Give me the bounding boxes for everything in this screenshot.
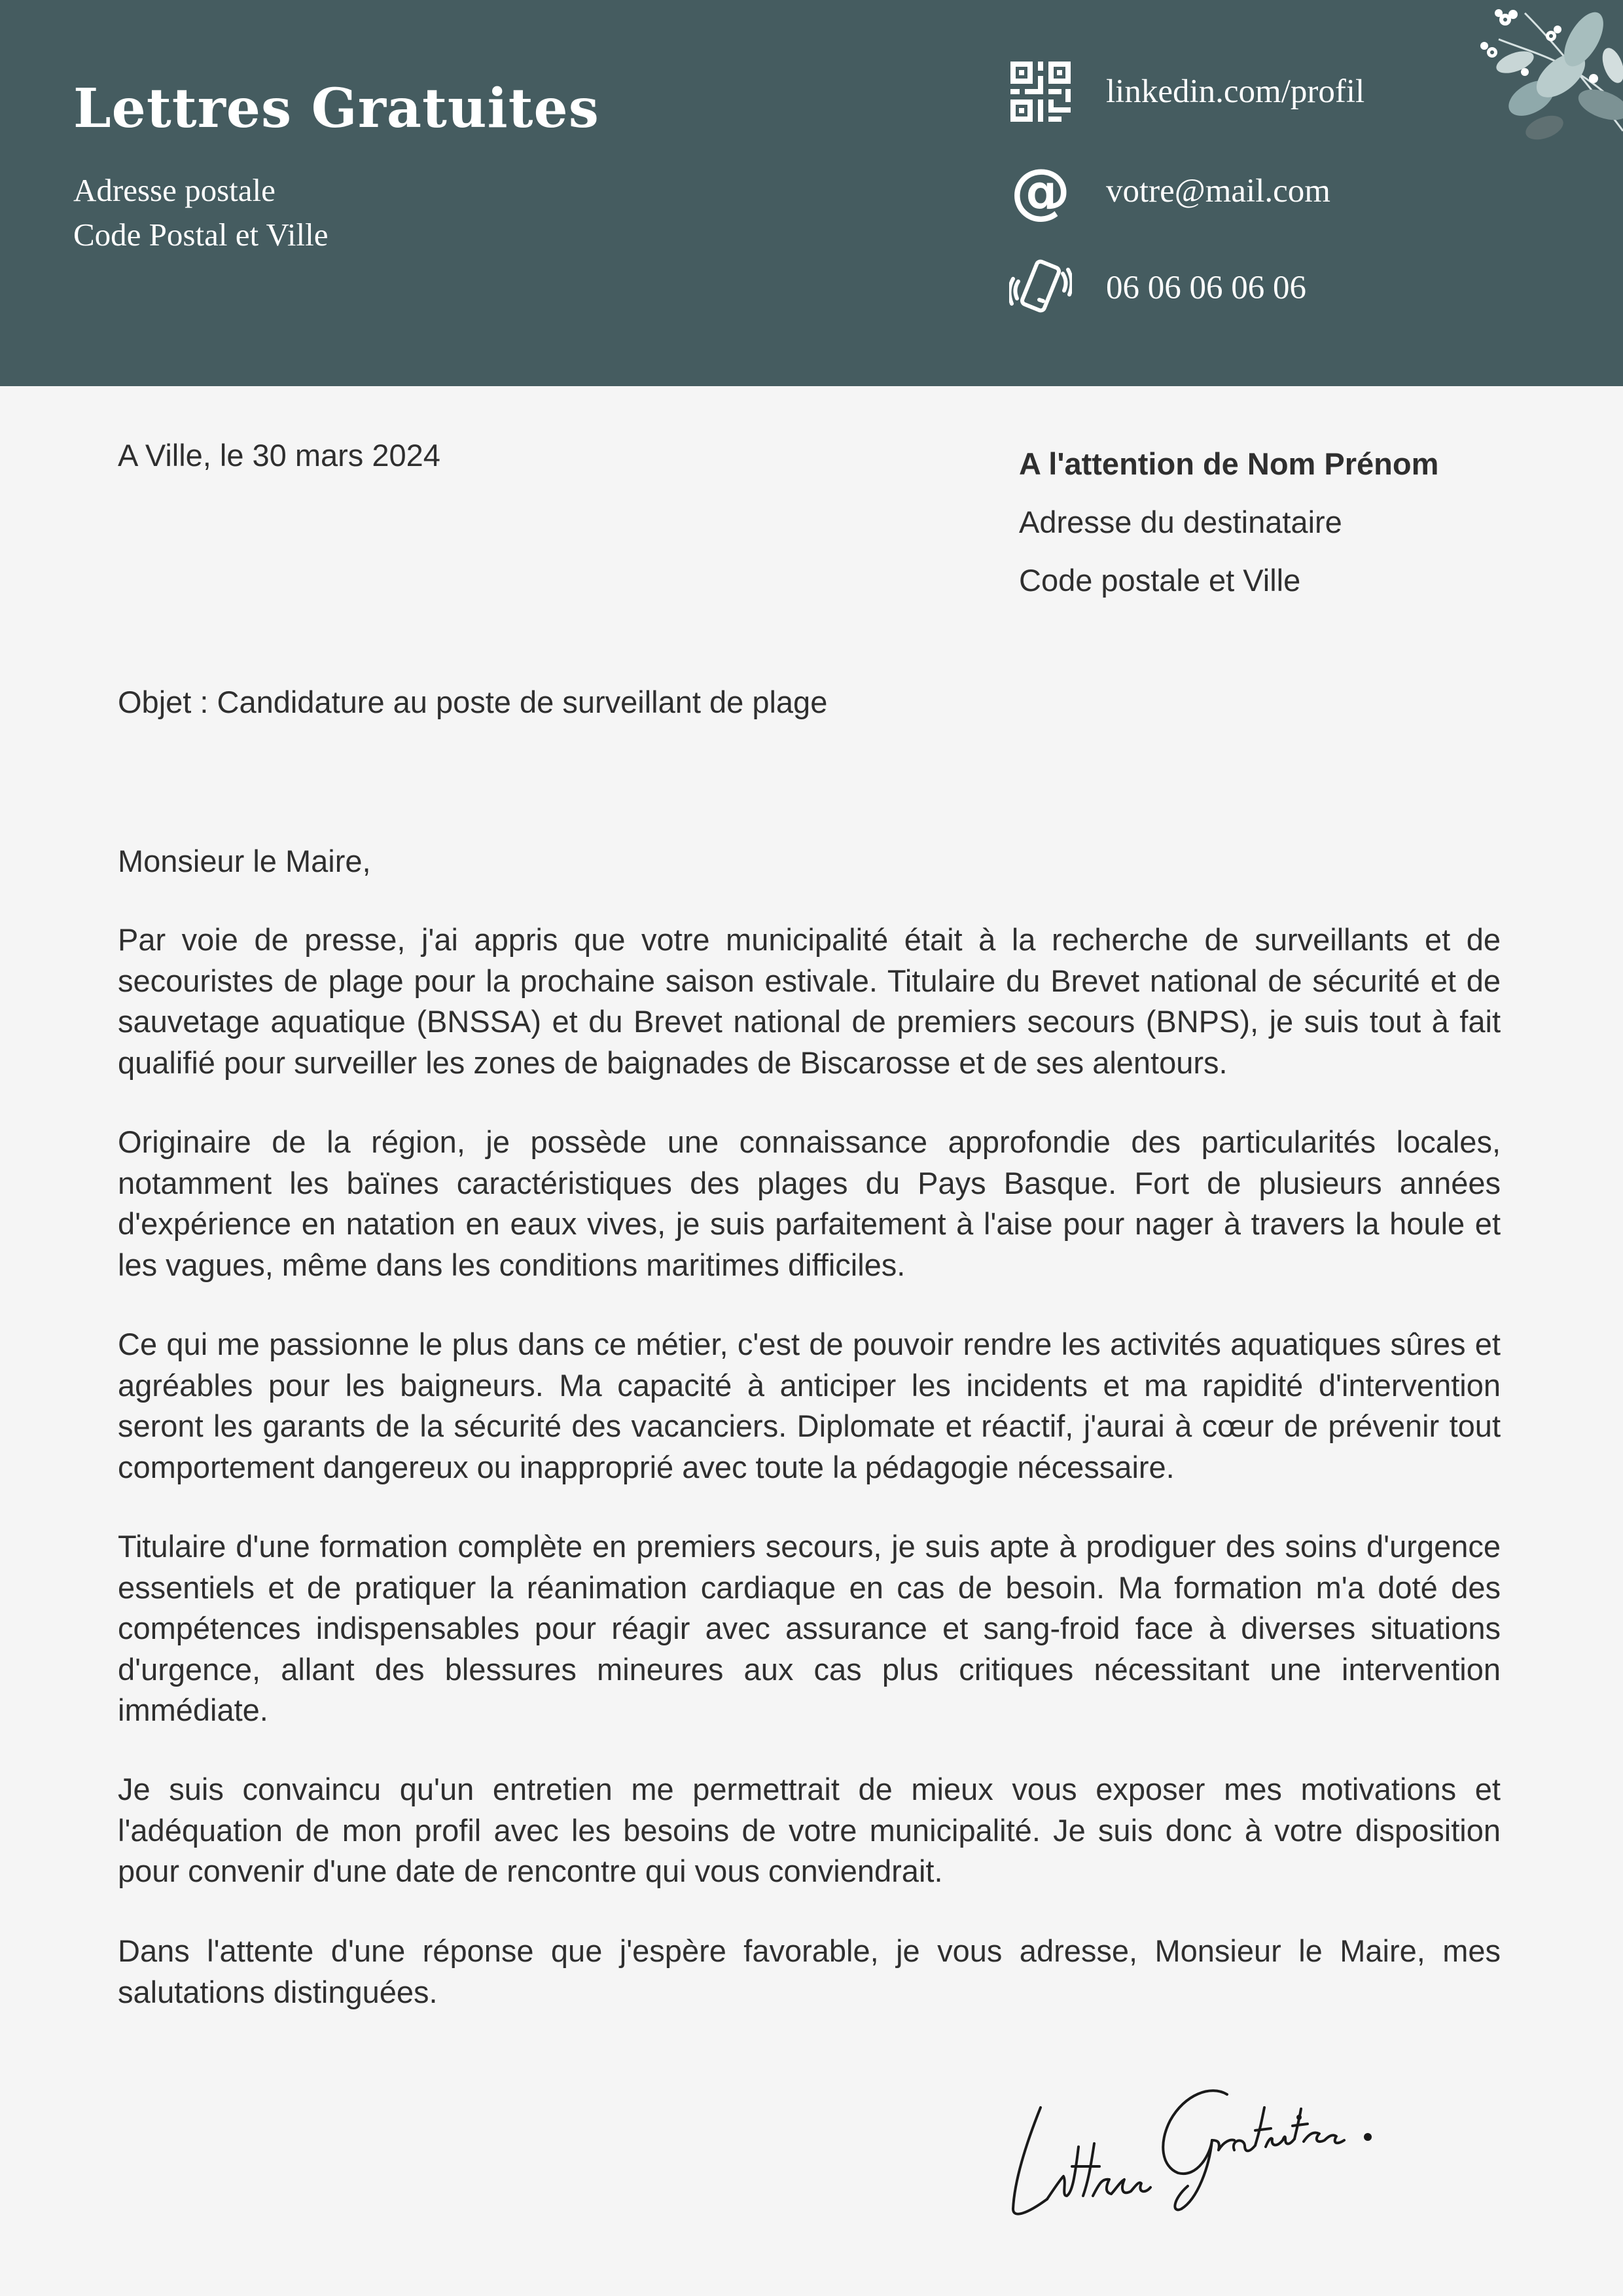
email-link[interactable]: votre@mail.com [1106,173,1330,209]
body-paragraph: Ce qui me passionne le plus dans ce métier, c'est de pouvoir rendre les activités aquatiques sûres et agréables pour les baigneurs. Ma capacité à anticiper les incidents et ma rapidité d'intervention seront les garants de la sécurité des vacanciers. Diplomate et réactif, j'aurai à cœur de prévenir tout comportement dangereux ou inapproprié avec toute la pédagogie nécessaire. [118,1327,1501,1484]
contact-linkedin [1008,59,1505,124]
letter-salutation: Monsieur le Maire, [118,844,371,878]
phone-number[interactable]: 06 06 06 06 06 [1106,270,1306,306]
body-paragraph: Par voie de presse, j'ai appris que votre municipalité était à la recherche de surveillants et de secouristes de plage pour la prochaine saison estivale. Titulaire du Brevet national de sécurité et de sauvetage aquatique (BNSSA) et du Brevet national de premiers secours (BNPS), je suis tout à fait qualifié pour surveiller les zones de baignades de Biscarosse et de ses alentours. [118,922,1501,1080]
mobile-phone-icon [1008,255,1073,321]
body-paragraph: Titulaire d'une formation complète en premiers secours, je suis apte à prodiguer des soins d'urgence essentiels et de pratiquer la réanimation cardiaque en cas de besoin. Ma formation m'a doté des compétences indispensables pour réagir avec assurance et sang-froid face à diverses situations d'urgence, allant des blessures mineures aux cas plus critiques nécessitant une intervention immédiate. [118,1529,1501,1727]
body-paragraph: Je suis convaincu qu'un entretien me permettrait de mieux vous exposer mes motivations et l'adéquation de mon profil avec les besoins de votre municipalité. Je suis donc à votre disposition pour convenir d'une date de rencontre qui vous conviendrait. [118,1772,1501,1888]
letter-subject: Objet : Candidature au poste de surveillant de plage [118,685,828,719]
sender-name: Lettres Gratuites [73,77,599,140]
body-paragraph: Dans l'attente d'une réponse que j'espère favorable, je vous adresse, Monsieur le Maire, mes salutations distinguées. [118,1933,1501,2009]
recipient-name: A l'attention de Nom Prénom [1019,446,1439,481]
contact-phone [1008,255,1505,321]
letter-header [0,0,1623,386]
floral-decoration-icon [1453,0,1623,151]
letter-date: A Ville, le 30 mars 2024 [118,438,440,473]
recipient-block [1019,435,1543,609]
sender-city: Code Postal et Ville [73,217,329,253]
linkedin-link[interactable]: linkedin.com/profil [1106,73,1365,110]
body-paragraph: Originaire de la région, je possède une connaissance approfondie des particularités locales, notamment les baïnes caractéristiques des plages du Pays Basque. Fort de plusieurs années d'expérience en natation en eaux vives, je suis parfaitement à l'aise pour nager à travers la houle et les vagues, même dans les conditions maritimes difficiles. [118,1124,1501,1282]
contact-email [1008,158,1505,224]
sender-address: Adresse postale [73,172,276,208]
qr-code-icon [1008,59,1073,124]
recipient-address: Adresse du destinataire [1019,505,1342,539]
handwritten-signature [1001,2068,1394,2225]
recipient-city: Code postale et Ville [1019,563,1301,598]
at-sign-icon: @ [1010,156,1071,226]
